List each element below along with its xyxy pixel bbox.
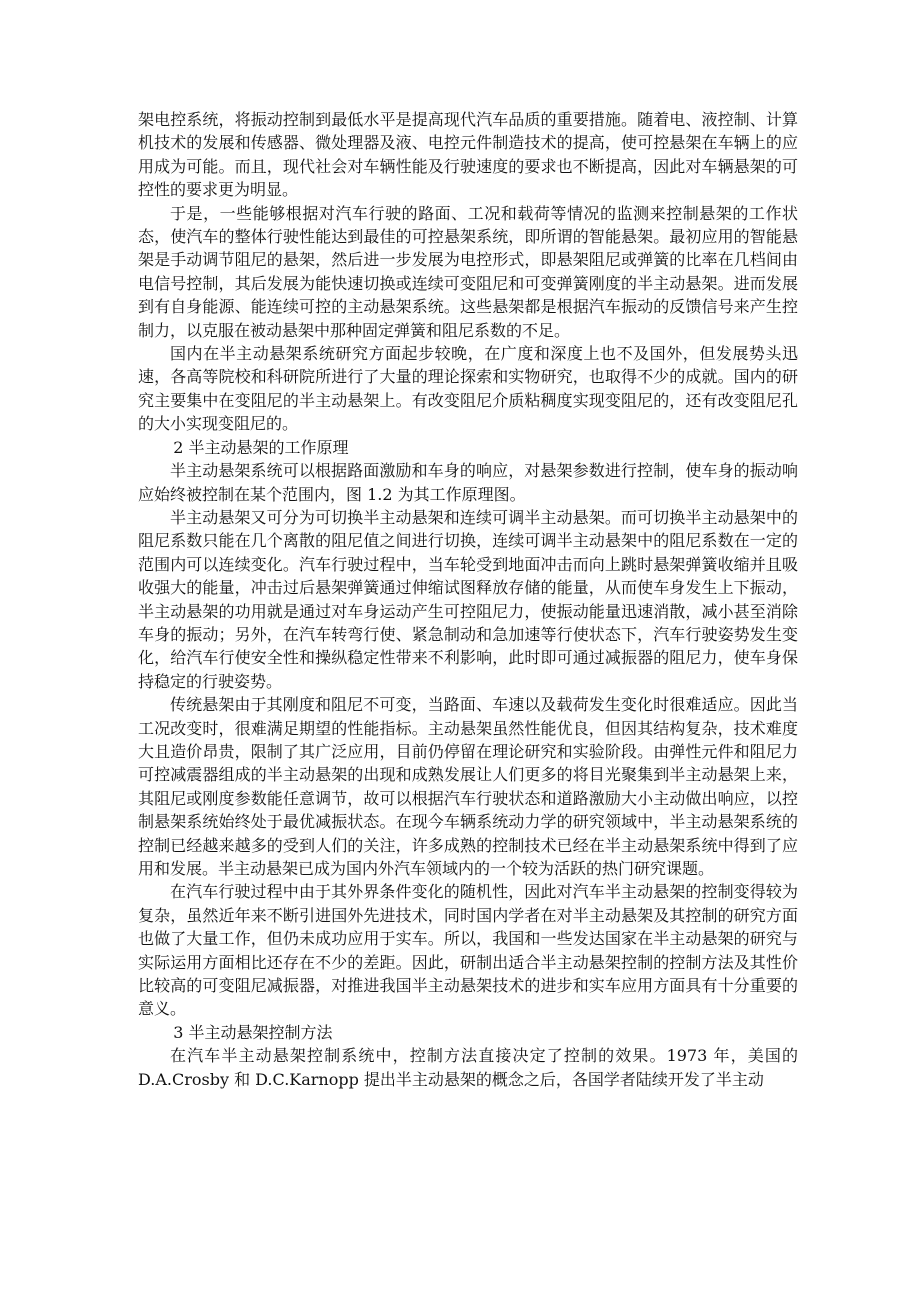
paragraph-intro-continuation: 架电控系统，将振动控制到最低水平是提高现代汽车品质的重要措施。随着电、液控制、计算机技术的发展和传感器、微处理器及液、电控元件制造技术的提高，使可控悬架在车辆上的应用成为可能。而且，现代社会对车辆性能及行驶速度的要求也不断提高，因此对车辆悬架的可控性的要求更为明显。 [138, 110, 798, 200]
paragraph-switchable-continuous: 半主动悬架又可分为可切换半主动悬架和连续可调半主动悬架。而可切换半主动悬架中的阻尼系数只能在几个离散的阻尼值之间进行切换，连续可调半主动悬架中的阻尼系数在一定的范围内可以连续变化。汽车行驶过程中，当车轮受到地面冲击而向上跳时悬架弹簧收缩并且吸收强大的能量，冲击过后悬架弹簧通过伸缩试图释放存储的能量，从而使车身发生上下振动，半主动悬架的功用就是通过对车身运动产生可控阻尼力，使振动能量迅速消散，减小甚至消除车身的振动；另外，在汽车转弯行使、紧急制动和急加速等行使状态下，汽车行驶姿势发生变化，给汽车行使安全性和操纵稳定性带来不利影响，此时即可通过减振器的阻尼力，使车身保持稳定的行驶姿势。 [138, 507, 798, 691]
paragraph-domestic-gap: 在汽车行驶过程中由于其外界条件变化的随机性，因此对汽车半主动悬架的控制变得较为复杂，虽然近年来不断引进国外先进技术，同时国内学者在对半主动悬架及其控制的研究方面也做了大量工作，但仍未成功应用于实车。所以，我国和一些发达国家在半主动悬架的研究与实际运用方面相比还存在不少的差距。因此，研制出适合半主动悬架控制的控制方法及其性价比较高的可变阻尼减振器，对推进我国半主动悬架技术的进步和实车应用方面具有十分重要的意义。 [138, 882, 798, 1019]
paragraph-traditional-suspension: 传统悬架由于其刚度和阻尼不可变，当路面、车速以及载荷发生变化时很难适应。因此当工况改变时，很难满足期望的性能指标。主动悬架虽然性能优良，但因其结构复杂，技术难度大且造价昂贵，限制了其广泛应用，目前仍停留在理论研究和实验阶段。由弹性元件和阻尼力可控减震器组成的半主动悬架的出现和成熟发展让人们更多的将目光聚集到半主动悬架上来，其阻尼或刚度参数能任意调节，故可以根据汽车行驶状态和道路激励大小主动做出响应，以控制悬架系统始终处于最优减振状态。在现今车辆系统动力学的研究领域中，半主动悬架系统的控制已经越来越多的受到人们的关注，许多成熟的控制技术已经在半主动悬架系统中得到了应用和发展。半主动悬架已成为国内外汽车领域内的一个较为活跃的热门研究课题。 [138, 695, 798, 878]
paragraph-working-principle: 半主动悬架系统可以根据路面激励和车身的响应，对悬架参数进行控制，使车身的振动响应始终被控制在某个范围内，图 1.2 为其工作原理图。 [138, 461, 798, 504]
section-heading-working-principle: 2 半主动悬架的工作原理 [173, 437, 349, 457]
section-heading-control-methods: 3 半主动悬架控制方法 [173, 1022, 333, 1042]
paragraph-intelligent-suspension: 于是，一些能够根据对汽车行驶的路面、工况和载荷等情况的监测来控制悬架的工作状态，使汽车的整体行驶性能达到最佳的可控悬架系统，即所谓的智能悬架。最初应用的智能悬架是手动调节阻尼的悬架，然后进一步发展为电控形式，即悬架阻尼或弹簧的比率在几档间由电信号控制，其后发展为能快速切换或连续可变阻尼和可变弹簧刚度的半主动悬架。进而发展到有自身能源、能连续可控的主动悬架系统。这些悬架都是根据汽车振动的反馈信号来产生控制力，以克服在被动悬架中那种固定弹簧和阻尼系数的不足。 [138, 203, 798, 340]
paragraph-control-methods: 在汽车半主动悬架控制系统中，控制方法直接决定了控制的效果。1973 年，美国的D.A.Crosby 和 D.C.Karnopp 提出半主动悬架的概念之后，各国学者陆续开发了半主动 [138, 1046, 798, 1089]
paragraph-domestic-research: 国内在半主动悬架系统研究方面起步较晚，在广度和深度上也不及国外，但发展势头迅速，各高等院校和科研院所进行了大量的理论探索和实物研究，也取得不少的成就。国内的研究主要集中在变阻尼的半主动悬架上。有改变阻尼介质粘稠度实现变阻尼的，还有改变阻尼孔的大小实现变阻尼的。 [138, 344, 798, 434]
document-page [138, 108, 798, 1091]
